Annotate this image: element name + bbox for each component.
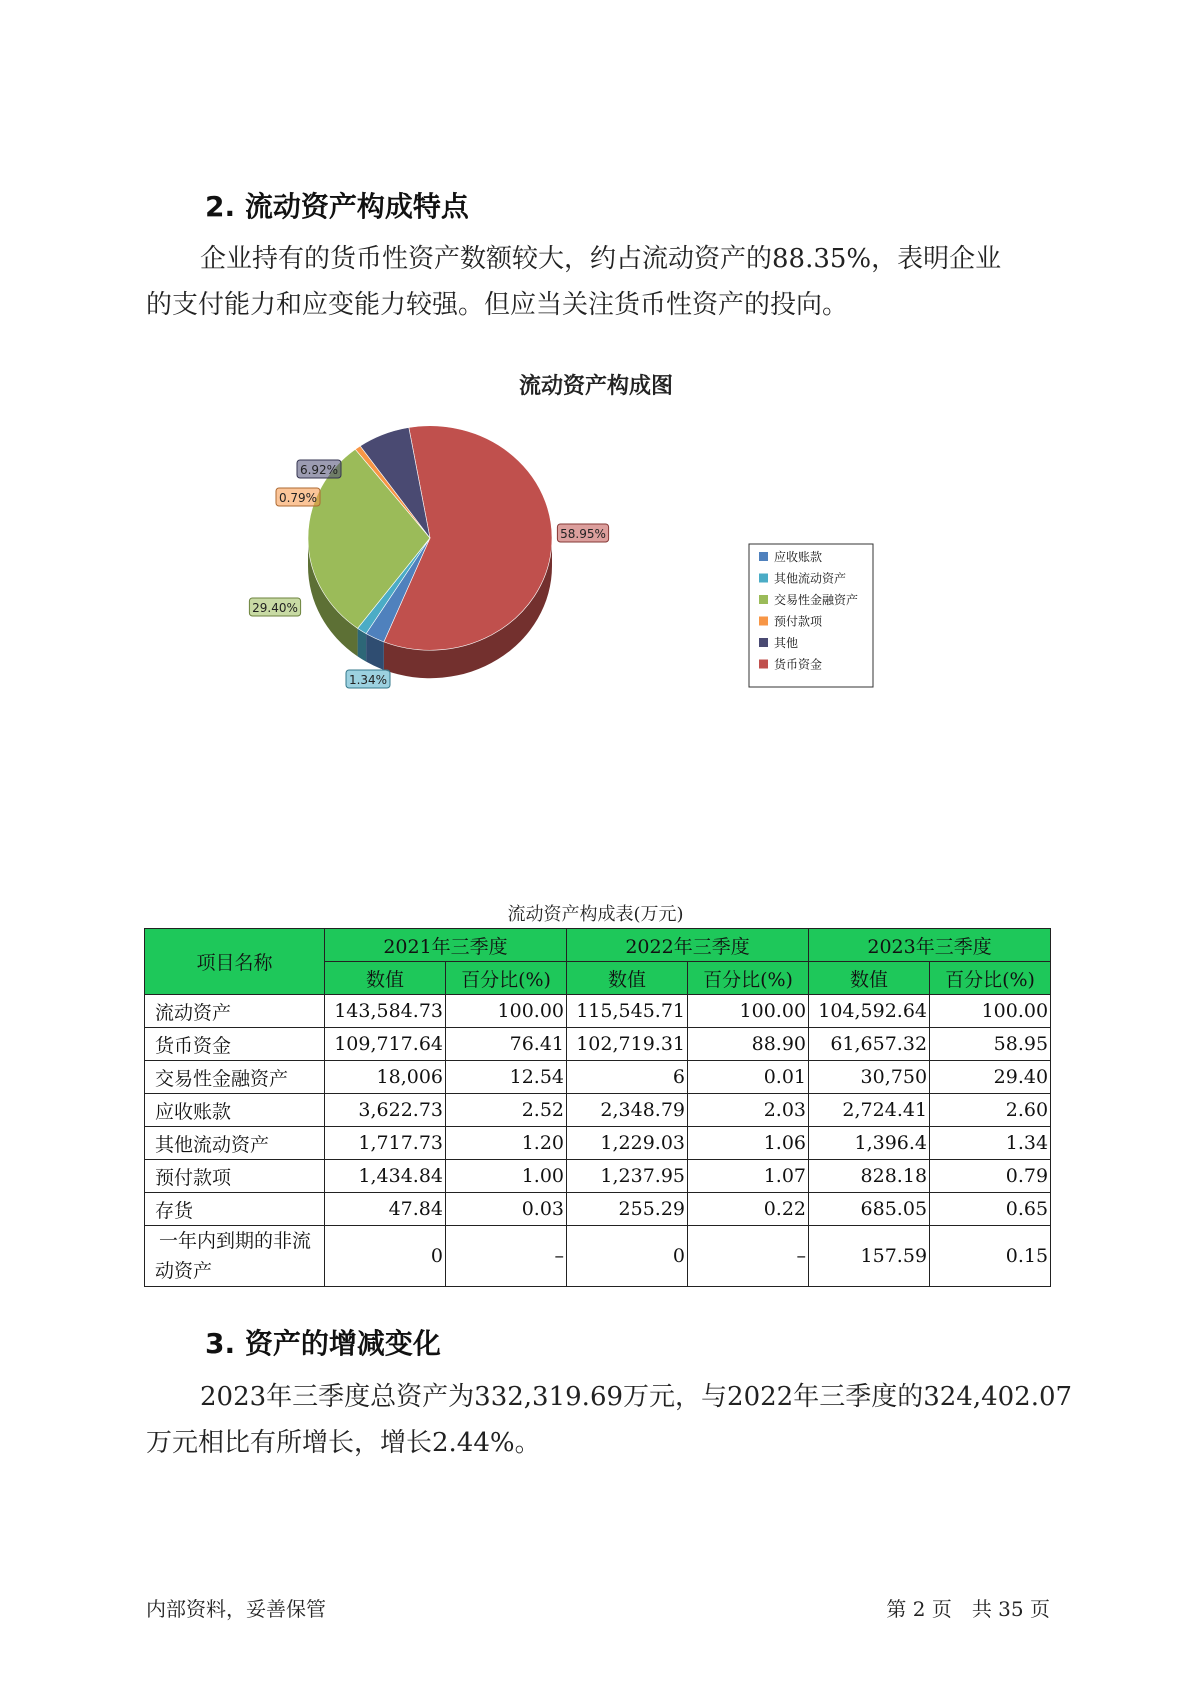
cell-percent: 1.20	[446, 1127, 567, 1160]
pie-label-text: 1.34%	[348, 673, 388, 687]
cell-value: 115,545.71	[567, 995, 688, 1028]
cell-value: 61,657.32	[809, 1028, 930, 1061]
legend-swatch	[759, 595, 768, 604]
cell-percent: 1.07	[688, 1160, 809, 1193]
row-name: 其他流动资产	[145, 1127, 325, 1160]
pie-label-text: 6.92%	[299, 463, 339, 477]
cell-value: 3,622.73	[325, 1094, 446, 1127]
header-value: 数值	[325, 962, 446, 995]
section2-line2: 的支付能力和应变能力较强。但应当关注货币性资产的投向。	[146, 290, 849, 320]
legend-label: 应收账款	[774, 550, 823, 564]
cell-percent: –	[688, 1226, 809, 1287]
table-row	[145, 1094, 1051, 1127]
header-item-name: 项目名称	[145, 929, 325, 995]
legend-label: 其他流动资产	[774, 571, 847, 586]
current-assets-table	[144, 928, 1051, 1287]
table-row	[145, 1193, 1051, 1226]
cell-percent: 0.79	[930, 1160, 1051, 1193]
cell-value: 30,750	[809, 1061, 930, 1094]
cell-percent: 100.00	[688, 995, 809, 1028]
cell-value: 6	[567, 1061, 688, 1094]
table-row	[145, 995, 1051, 1028]
cell-percent: 2.60	[930, 1094, 1051, 1127]
pie-label-text: 29.40%	[252, 601, 298, 615]
row-name: 货币资金	[145, 1028, 325, 1061]
table-row	[145, 1061, 1051, 1094]
row-name: 预付款项	[145, 1160, 325, 1193]
header-percent: 百分比(%)	[930, 962, 1051, 995]
footer-left: 内部资料，妥善保管	[146, 1597, 326, 1621]
table-row	[145, 1028, 1051, 1061]
pie-label-text: 0.79%	[278, 491, 318, 505]
cell-value: 109,717.64	[325, 1028, 446, 1061]
legend-label: 预付款项	[774, 614, 823, 629]
row-name: 流动资产	[145, 995, 325, 1028]
row-name	[145, 1226, 325, 1287]
table-row	[145, 1127, 1051, 1160]
cell-percent: 1.06	[688, 1127, 809, 1160]
pie-data-label-4	[276, 488, 320, 506]
cell-percent: 2.52	[446, 1094, 567, 1127]
cell-value: 1,237.95	[567, 1160, 688, 1193]
section3-paragraph	[146, 1374, 1076, 1466]
table-caption: 流动资产构成表(万元)	[507, 904, 684, 925]
chart-title: 流动资产构成图	[518, 374, 674, 399]
cell-percent: 0.15	[930, 1226, 1051, 1287]
current-assets-pie-chart	[0, 0, 1191, 720]
table-row	[145, 1160, 1051, 1193]
cell-value: 143,584.73	[325, 995, 446, 1028]
legend-swatch	[759, 574, 768, 583]
cell-value: 157.59	[809, 1226, 930, 1287]
cell-percent: 29.40	[930, 1061, 1051, 1094]
cell-value: 102,719.31	[567, 1028, 688, 1061]
section3-line1: 2023年三季度总资产为332,319.69万元，与2022年三季度的324,402.07	[200, 1382, 1073, 1412]
legend-swatch	[759, 638, 768, 647]
cell-value: 0	[325, 1226, 446, 1287]
footer-page-number: 第 2 页 共 35 页	[886, 1597, 1050, 1621]
section3-line2: 万元相比有所增长，增长2.44%。	[146, 1428, 541, 1458]
section3-heading: 3. 资产的增减变化	[205, 1327, 441, 1360]
section2-line1: 企业持有的货币性资产数额较大，约占流动资产的88.35%，表明企业	[200, 244, 1002, 274]
cell-value: 255.29	[567, 1193, 688, 1226]
cell-percent: 100.00	[930, 995, 1051, 1028]
header-value: 数值	[809, 962, 930, 995]
cell-percent: 0.22	[688, 1193, 809, 1226]
header-period-2022: 2022年三季度	[567, 929, 809, 962]
cell-percent: 88.90	[688, 1028, 809, 1061]
pie-side-2	[358, 628, 367, 661]
header-value: 数值	[567, 962, 688, 995]
cell-percent: 1.00	[446, 1160, 567, 1193]
legend-swatch	[759, 617, 768, 626]
cell-value: 0	[567, 1226, 688, 1287]
pie-data-label-3	[249, 598, 300, 616]
cell-percent: 0.65	[930, 1193, 1051, 1226]
header-percent: 百分比(%)	[688, 962, 809, 995]
legend-swatch	[759, 552, 768, 561]
row-name-line1: 一年内到期的非流	[159, 1230, 312, 1252]
row-name: 交易性金融资产	[145, 1061, 325, 1094]
pie-data-label-5	[297, 460, 341, 478]
cell-value: 1,717.73	[325, 1127, 446, 1160]
cell-value: 18,006	[325, 1061, 446, 1094]
legend-swatch	[759, 660, 768, 669]
header-period-2021: 2021年三季度	[325, 929, 567, 962]
legend-label: 交易性金融资产	[774, 593, 859, 607]
cell-percent: 0.03	[446, 1193, 567, 1226]
pie-label-text: 58.95%	[560, 527, 606, 541]
cell-value: 1,396.4	[809, 1127, 930, 1160]
row-name: 存货	[145, 1193, 325, 1226]
legend-label: 其他	[774, 636, 799, 650]
header-period-2023: 2023年三季度	[809, 929, 1051, 962]
cell-value: 828.18	[809, 1160, 930, 1193]
cell-percent: –	[446, 1226, 567, 1287]
pie-data-label-2	[346, 670, 390, 688]
row-name: 应收账款	[145, 1094, 325, 1127]
row-name-line2: 动资产	[155, 1260, 213, 1282]
cell-value: 47.84	[325, 1193, 446, 1226]
cell-percent: 2.03	[688, 1094, 809, 1127]
pie-data-label-0	[557, 524, 608, 542]
cell-percent: 12.54	[446, 1061, 567, 1094]
chart-legend	[749, 544, 873, 687]
cell-value: 685.05	[809, 1193, 930, 1226]
cell-percent: 100.00	[446, 995, 567, 1028]
cell-value: 2,724.41	[809, 1094, 930, 1127]
cell-value: 1,434.84	[325, 1160, 446, 1193]
section2-heading: 2. 流动资产构成特点	[205, 190, 469, 223]
cell-value: 1,229.03	[567, 1127, 688, 1160]
cell-percent: 58.95	[930, 1028, 1051, 1061]
table-row	[145, 1226, 1051, 1287]
legend-label: 货币资金	[774, 657, 823, 672]
cell-percent: 76.41	[446, 1028, 567, 1061]
cell-percent: 1.34	[930, 1127, 1051, 1160]
cell-percent: 0.01	[688, 1061, 809, 1094]
cell-value: 2,348.79	[567, 1094, 688, 1127]
cell-value: 104,592.64	[809, 995, 930, 1028]
header-percent: 百分比(%)	[446, 962, 567, 995]
